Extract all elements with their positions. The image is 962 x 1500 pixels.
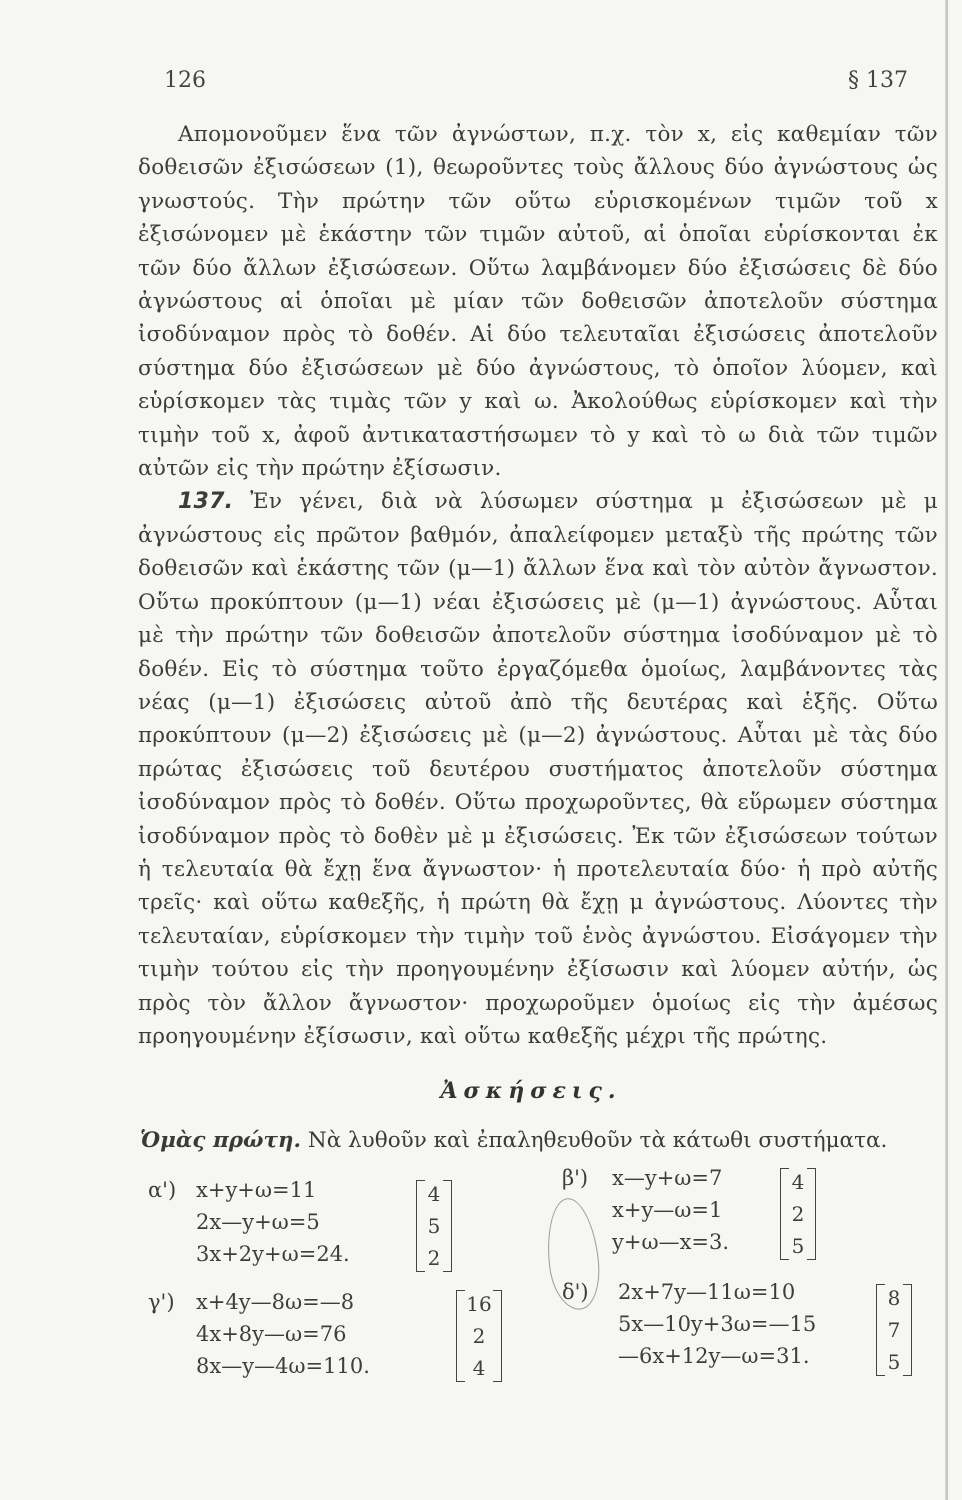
system-c xyxy=(148,1286,548,1386)
solution-value: 8 xyxy=(887,1286,901,1310)
solution-bracket xyxy=(876,1284,912,1376)
solution-value: 2 xyxy=(791,1202,805,1226)
equation: x+y—ω=1 xyxy=(612,1198,723,1222)
system-a xyxy=(148,1174,488,1274)
equation: 2x—y+ω=5 xyxy=(196,1210,320,1234)
paragraph-137-text: Ἐν γένει, διὰ νὰ λύσωμεν σύστημα μ ἐξισώσεων μὲ μ ἀγνώστους εἰς πρῶτον βαθμόν, ἀπαλείφομεν μεταξὺ τῆς πρώτης τῶν δοθεισῶν καὶ ἑκάστης τῶν (μ—1) ἄλλων ἕνα καὶ τὸν αὐτὸν ἄγνωστον. Οὕτω προκύπτουν (μ—1) νέαι ἐξισώσεις μὲ (μ—1) ἀγνώστους. Αὗται μὲ τὴν πρώτην τῶν δοθεισῶν ἀποτελοῦν σύστημα ἰσοδύναμον μὲ τὸ δοθέν. Εἰς τὸ σύστημα τοῦτο ἐργαζόμεθα ὁμοίως, λαμβάνοντες τὰς νέας (μ—1) ἐξισώσεις αὐτοῦ ἀπὸ τῆς δευτέρας καὶ ἑξῆς. Οὕτω προκύπτουν (μ—2) ἐξισώσεις μὲ (μ—2) ἀγνώστους. Αὗται μὲ τὰς δύο πρώτας ἐξισώσεις τοῦ δευτέρου συστήματος ἀποτελοῦν σύστημα ἰσοδύναμον πρὸς τὸ δοθέν. Οὕτω προχωροῦντες, θὰ εὕρωμεν σύστημα ἰσοδύναμον πρὸς τὸ δοθὲν μὲ μ ἐξισώσεις. Ἐκ τῶν ἐξισώσεων τούτων ἡ τελευταία θὰ ἔχῃ ἕνα ἄγνωστον· ἡ προτελευταία δύο· ἡ πρὸ αὐτῆς τρεῖς· καὶ οὕτω καθεξῆς, ἡ πρώτη θὰ ἔχῃ μ ἀγνώστους. Λύοντες τὴν τελευταίαν, εὑρίσκομεν τὴν τιμὴν τοῦ ἑνὸς ἀγνώστου. Εἰσάγομεν τὴν τιμὴν τούτου εἰς τὴν προηγουμένην ἐξίσωσιν καὶ λύομεν αὐτήν, ὡς πρὸς τὸν ἄλλον ἄγνωστον· προχωροῦμεν ὁμοίως εἰς τὴν ἀμέσως προηγουμένην ἐξίσωσιν, καὶ οὕτω καθεξῆς μέχρι τῆς πρώτης. xyxy=(138,489,938,1049)
group-label: Ὁμὰς πρώτη. xyxy=(140,1128,302,1153)
equation: 4x+8y—ω=76 xyxy=(196,1322,347,1346)
system-label: δ') xyxy=(562,1280,589,1304)
solution-value: 4 xyxy=(791,1170,805,1194)
solution-value: 5 xyxy=(887,1350,901,1374)
body-text xyxy=(138,118,938,1053)
solution-bracket xyxy=(456,1290,502,1382)
solution-value: 5 xyxy=(791,1234,805,1258)
system-d xyxy=(562,1276,946,1376)
solution-value: 4 xyxy=(427,1182,441,1206)
section-reference: § 137 xyxy=(848,68,908,93)
equation: x+4y—8ω=—8 xyxy=(196,1290,355,1314)
solution-value: 5 xyxy=(427,1214,441,1238)
group-instruction: Νὰ λυθοῦν καὶ ἐπαληθευθοῦν τὰ κάτωθι συστήματα. xyxy=(307,1128,888,1153)
equation: —6x+12y—ω=31. xyxy=(618,1344,810,1368)
solution-value: 2 xyxy=(427,1246,441,1270)
system-label: γ') xyxy=(148,1290,175,1314)
equation: y+ω—x=3. xyxy=(612,1230,730,1254)
equation: 3x+2y+ω=24. xyxy=(196,1242,350,1266)
page-number: 126 xyxy=(164,68,206,93)
solution-value: 7 xyxy=(887,1318,901,1342)
exercises-title: Ἀσκήσεις. xyxy=(440,1078,622,1104)
solution-bracket xyxy=(416,1180,452,1272)
paragraph-136: Απομονοῦμεν ἕνα τῶν ἀγνώστων, π.χ. τὸν x, εἰς καθεμίαν τῶν δοθεισῶν ἐξισώσεων (1), θεωροῦντες τοὺς ἄλλους δύο ἀγνώστους ὡς γνωστούς. Τὴν πρώτην τῶν οὕτω εὑρισκομένων τιμῶν τοῦ x ἐξισώνομεν μὲ ἑκάστην τῶν τιμῶν αὐτοῦ, αἱ ὁποῖαι εὑρίσκονται ἐκ τῶν δύο ἄλλων ἐξισώσεων. Οὕτω λαμβάνομεν δύο ἐξισώσεις δὲ δύο ἀγνώστους αἱ ὁποῖαι μὲ μίαν τῶν δοθεισῶν ἀποτελοῦν σύστημα ἰσοδύναμον πρὸς τὸ δοθέν. Αἱ δύο τελευταῖαι ἐξισώσεις ἀποτελοῦν σύστημα δύο ἐξισώσεων μὲ δύο ἀγνώστους, τὸ ὁποῖον λύομεν, καὶ εὑρίσκομεν τὰς τιμὰς τῶν y καὶ ω. Ἀκολούθως εὑρίσκομεν καὶ τὴν τιμὴν τοῦ x, ἀφοῦ ἀντικαταστήσωμεν τὸ y καὶ τὸ ω διὰ τῶν τιμῶν αὐτῶν εἰς τὴν πρώτην ἐξίσωσιν. xyxy=(138,122,938,482)
exercise-group-heading xyxy=(140,1128,940,1153)
paragraph-137 xyxy=(138,485,938,1053)
equation: x—y+ω=7 xyxy=(612,1166,723,1190)
solution-value: 2 xyxy=(472,1324,486,1348)
solution-value: 4 xyxy=(472,1356,486,1380)
system-label: β') xyxy=(562,1166,589,1190)
equation: 5x—10y+3ω=—15 xyxy=(618,1312,817,1336)
solution-bracket xyxy=(780,1168,816,1260)
paragraph-number: 137. xyxy=(178,489,234,515)
page-edge xyxy=(945,0,948,1500)
solution-value: 16 xyxy=(466,1292,492,1316)
system-b xyxy=(562,1162,882,1262)
equation: 2x+7y—11ω=10 xyxy=(618,1280,796,1304)
page-header xyxy=(148,68,908,102)
equation: x+y+ω=11 xyxy=(196,1178,317,1202)
system-label: α') xyxy=(148,1178,177,1202)
equation: 8x—y—4ω=110. xyxy=(196,1354,370,1378)
